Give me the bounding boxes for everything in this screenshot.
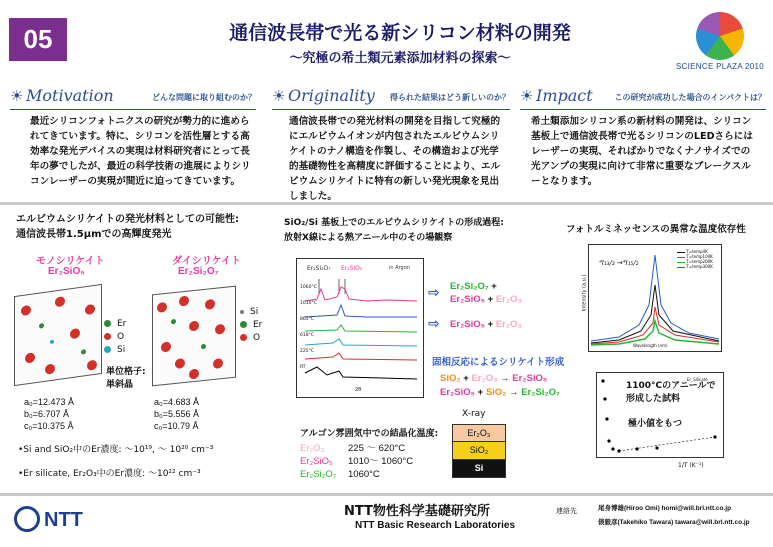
lattice-b: b₀=6.707 Å [24,409,70,419]
atmos-label: in Argon [389,265,410,271]
di-lattice-constants [154,396,199,432]
panel1-title [16,212,266,242]
originality-body: 通信波長帯での発光材料の開発を目指して究極的にエルビウムイオンが内包されたエルビウムシリケイトのナノ構造を作製し、その構造および光学的基礎物性を高精度に評価することにより、エルビウムシリケイトに特有の新しい発光現象を見出しました。 [289,116,501,202]
minimum-note: 極小値をもつ [628,419,683,429]
contact-1[interactable]: 尾身博雄(Hiroo Omi) homi@will.brl.ntt.co.jp [598,505,732,512]
pl-xlabel: Wavelength (nm) [633,343,668,348]
result-arrow-icon: ⇨ [428,316,440,332]
section-title: Impact [536,86,593,105]
atom-er [171,319,176,325]
poster-number-badge: 05 [9,18,67,61]
lab-name-jp: NTT物性科学基礎研究所 [344,504,490,519]
atom-o [215,324,225,335]
fit-line [619,437,715,451]
atom-o [45,363,55,374]
data-point [611,447,614,450]
er-concentration-note-2: •Er silicate, Er₂O₃中のEr濃度: 〜10²² cm⁻³ [18,469,201,479]
atom-o [85,304,95,315]
lattice-c: c₀=10.375 Å [24,421,74,431]
xrd-trace-1060 [305,287,417,301]
section-divider [0,202,773,205]
layer-sio2: SiO₂ [452,442,506,460]
lattice-c: c₀=10.79 Å [154,421,199,431]
panel1-title-line2: 通信波長帯1.5μmでの高輝度発光 [16,229,172,240]
xrd-trace-225 [305,353,417,360]
temp-label: 618°C [300,333,314,338]
science-plaza-logo-icon [696,12,744,60]
atom-o [157,302,167,313]
temp-label: 1010°C [300,301,317,306]
pl-legend-item: T=temp100K [677,254,713,259]
atom-si [50,340,54,345]
di-silicate-formula: Er₂Si₂O₇ [178,266,219,277]
poster-title: 通信波長帯で光る新シリコン材料の開発 [229,22,571,44]
pl-ylabel: Intensity (a.u.) [581,274,588,312]
atom-o [161,341,171,352]
mono-silicate-name: モノシリケイト [36,256,105,267]
pl-temp-xlabel: 1/T (K⁻¹) [678,462,704,469]
contact-label: 連絡先 [556,507,577,515]
data-point [603,397,606,400]
di-silicate-name: ダイシリケイト [172,256,241,267]
transition-label: ⁴I₁₃/₂ →⁴I₁₅/₂ [599,259,639,267]
mono-silicate-unit-cell [14,284,102,386]
xrd-trace-rt [305,367,417,379]
lightbulb-icon: ☀ [520,87,534,105]
xrd-trace-865 [305,325,417,332]
data-point [635,447,638,450]
legend-item-o: O [104,331,126,344]
reaction-2: Er₂SiO₅ + SiO₂ → Er₂Si₂O₇ [440,387,560,398]
section-question: 得られた結果はどう新しいのか？ [390,93,510,102]
atom-o [189,368,199,379]
data-point [605,417,608,420]
unit-cell-type: 単斜晶 [106,380,134,390]
pl-legend-item: T=temp4K [677,249,713,254]
atom-er [39,323,44,329]
peak-label-1: Er₂Si₂O₇ [307,265,331,272]
atom-o [213,358,223,369]
motivation-body: 最近シリコンフォトニクスの研究が勢力的に進められてきています。特に、シリコンを活性層とする高効率な発光デバイスの実現は材料研究者にとって長年の夢でしたが、最近の科学技術の進展によりシリコンレーザーの実現が間近に迫ってきています。 [30,116,251,187]
unit-cell-label [106,366,146,392]
crystallization-temp-table [300,442,460,481]
unit-cell-label-text: 単位格子: [106,367,146,377]
xrd-xlabel: 2θ [355,387,362,393]
di-silicate-unit-cell [152,286,236,387]
lightbulb-icon: ☀ [10,87,24,105]
pl-legend-item: T=temp200K [677,259,713,264]
layer-si: Si [452,460,506,478]
lab-name-en: NTT Basic Research Laboratories [355,520,516,531]
result-1060: Er₂Si₂O₇ + Er₂SiO₅ + Er₂O₃ [450,281,522,305]
atom-er [201,344,206,350]
reaction-title: 固相反応によるシリケイト形成 [432,357,565,368]
xrd-trace-1010 [305,305,417,317]
sample-layer-stack [452,424,506,478]
footer-divider [0,493,773,496]
section-title: Originality [288,86,375,105]
mono-legend [104,318,126,357]
poster-subtitle: 〜究極の希土類元素添加材料の探索〜 [289,51,511,66]
temp-row: Er₂SiO₅ 1010〜 1060°C [300,456,414,467]
atom-o [25,352,35,363]
reaction-1: SiO₂ + Er₂O₃ → Er₂SiO₅ [440,373,548,384]
legend-item-o: O [240,332,262,345]
atom-o [189,320,199,331]
atom-o [21,305,31,316]
anneal-note [626,380,716,406]
contact-2[interactable]: 俵毅彦(Takehiko Tawara) tawara@will.brl.ntt.co.jp [598,519,750,526]
mono-silicate-formula: Er₂SiO₅ [48,266,85,277]
result-1010: Er₂SiO₅ + Er₂O₃ [450,319,522,330]
data-point [655,446,658,449]
data-point [601,379,604,382]
section-question: どんな問題に取り組むのか？ [152,93,256,102]
temp-label: RT [300,365,306,370]
temp-label: 225°C [300,349,314,354]
legend-item-si: Si [240,306,262,319]
pl-legend-item: T=temp300K [677,264,713,269]
atom-o [175,358,185,369]
xray-label: X-ray [462,409,486,419]
pl-trace-100k [591,285,719,343]
atom-o [55,296,65,307]
anneal-note-line1: 1100°Cのアニールで [626,381,716,391]
lightbulb-icon: ☀ [272,87,286,105]
layer-er2o3: Er₂O₃ [452,424,506,442]
pl-legend [677,249,713,269]
temp-row: Er₂Si₂O₇ 1060°C [300,469,380,480]
lattice-a: a₀=4.683 Å [154,397,200,407]
section-title: Motivation [26,86,114,105]
panel2-title [284,216,564,246]
panel1-title-line1: エルビウムシリケイトの発光材料としての可能性: [16,214,239,225]
temp-row: Er₂O₃ 225 〜 620°C [300,443,406,454]
di-legend [240,306,262,345]
pl-temp-legend: Er_Silicate [687,377,708,382]
temp-label: 865°C [300,317,314,322]
xrd-trace-618 [305,339,417,346]
section-header-originality [272,84,510,110]
crystallization-temp-title: アルゴン雰囲気中での結晶化温度: [300,429,439,439]
legend-item-si: Si [104,344,126,357]
result-arrow-icon: ⇨ [428,285,440,301]
section-header-motivation [10,84,256,110]
legend-item-er: Er [104,318,126,331]
lattice-b: b₀=5.556 Å [154,409,200,419]
section-header-impact [520,84,766,110]
temp-label: 1060°C [300,285,317,290]
atom-o [70,328,80,339]
data-point [607,439,610,442]
peak-label-2: Er₂SiO₅ [341,265,363,272]
panel2-title-line2: 放射X線による熱アニール中のその場観察 [284,233,453,243]
mono-lattice-constants [24,396,74,432]
atom-er [81,349,86,355]
ntt-logo-icon [14,506,40,532]
legend-item-er: Er [240,319,262,332]
impact-body: 希土類添加シリコン系の新材料の開発は、シリコン基板上で通信波長帯で光るシリコンのLEDさらにはレーザーの実現、そればかりでなくナノサイズでの光アンプの実現に向けて非常に重要なブレークスルーとなります。 [531,116,753,187]
atom-o [205,299,215,310]
panel2-title-line1: SiO₂/Si 基板上でのエルビウムシリケイトの形成過程: [284,218,504,228]
atom-o [87,360,97,371]
anneal-note-line2: 形成した試料 [626,394,681,404]
er-concentration-note-1: •Si and SiO₂中のEr濃度: 〜10¹⁹, 〜 10²⁰ cm⁻³ [18,445,214,455]
xrd-chart [296,258,424,398]
ntt-wordmark: NTT [44,509,83,531]
xrd-spectra [297,259,423,397]
pl-spectrum-chart [588,244,722,352]
panel3-title: フォトルミネッセンスの異常な温度依存性 [566,224,746,235]
atom-o [179,296,189,307]
lattice-a: a₀=12.473 Å [24,397,75,407]
section-question: この研究が成功した場合のインパクトは？ [614,93,766,102]
science-plaza-logo-text: SCIENCE PLAZA 2010 [675,62,765,71]
